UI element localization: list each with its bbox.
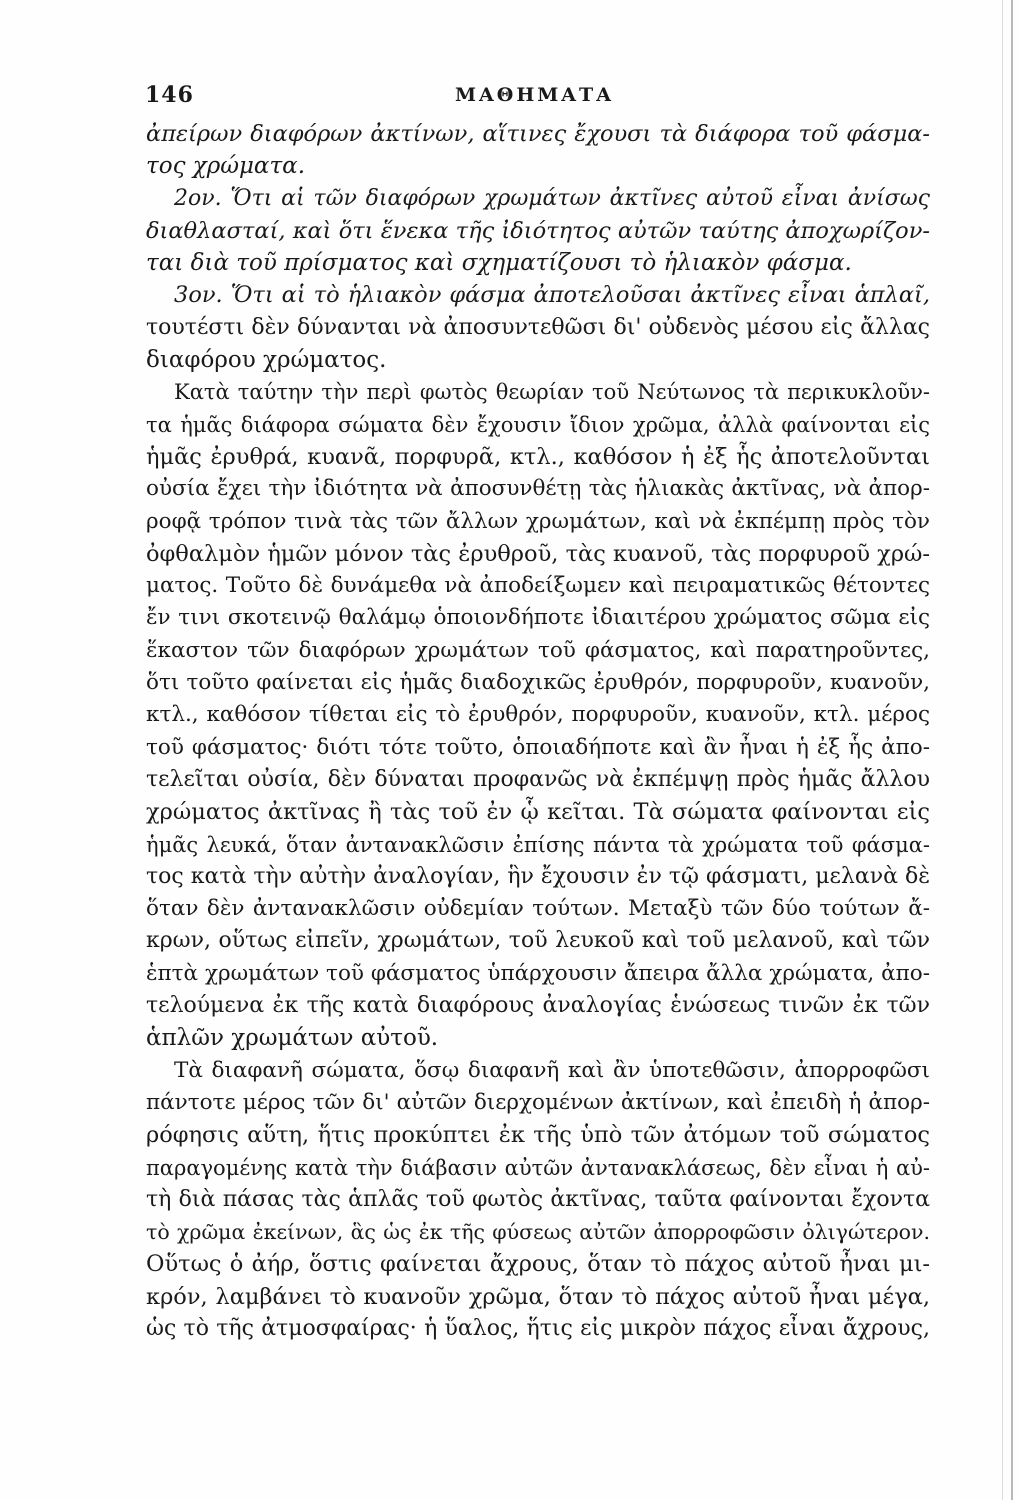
text-line: Τὰ διαφανῆ σώματα, ὅσῳ διαφανῆ καὶ ἂν ὑποτεθῶσιν, ἀπορροφῶσι — [174, 1057, 930, 1083]
text-line: 2ον. Ὅτι αἱ τῶν διαφόρων χρωμάτων ἀκτῖνες αὐτοῦ εἶναι ἀνίσως — [174, 185, 930, 211]
text-line: ἔν τινι σκοτεινῷ θαλάμῳ ὁποιονδήποτε ἰδιαιτέρου χρώματος σῶμα εἰς — [146, 605, 930, 631]
page-edge-shadow — [1002, 0, 1003, 1500]
text-line: ὀφθαλμὸν ἡμῶν μόνον τὰς ἐρυθροῦ, τὰς κυανοῦ, τὰς πορφυροῦ χρώ- — [146, 540, 930, 567]
text-line: τοῦ φάσματος· διότι τότε τοῦτο, ὁποιαδήποτε καὶ ἂν ἦναι ἡ ἐξ ἧς ἀπο- — [146, 734, 930, 760]
text-line: ἕκαστον τῶν διαφόρων χρωμάτων τοῦ φάσματος, καὶ παρατηροῦντες, — [146, 637, 930, 663]
body-text — [146, 118, 930, 1345]
text-line: ματος. Τοῦτο δὲ δυνάμεθα νὰ ἀποδείξωμεν καὶ πειραματικῶς θέτοντες — [146, 573, 930, 599]
text-line: κρων, οὕτως εἰπεῖν, χρωμάτων, τοῦ λευκοῦ καὶ τοῦ μελανοῦ, καὶ τῶν — [146, 928, 930, 954]
text-line: πάντοτε μέρος τῶν δι' αὐτῶν διερχομένων ἀκτίνων, καὶ ἐπειδὴ ἡ ἀπορ- — [146, 1089, 930, 1115]
text-line: Κατὰ ταύτην τὴν περὶ φωτὸς θεωρίαν τοῦ Νεύτωνος τὰ περικυκλοῦν- — [174, 380, 930, 405]
text-line: ρόφησις αὕτη, ἥτις προκύπτει ἐκ τῆς ὑπὸ τῶν ἀτόμων τοῦ σώματος — [146, 1122, 930, 1149]
text-line: τελούμενα ἐκ τῆς κατὰ διαφόρους ἀναλογίας ἑνώσεως τινῶν ἐκ τῶν — [146, 993, 930, 1019]
text-line: ὡς τὸ τῆς ἀτμοσφαίρας· ἡ ὕαλος, ἥτις εἰς μικρὸν πάχος εἶναι ἄχρους, — [146, 1315, 930, 1341]
text-line: κρόν, λαμβάνει τὸ κυανοῦν χρῶμα, ὅταν τὸ πάχος αὐτοῦ ἦναι μέγα, — [146, 1283, 930, 1310]
page-edge — [1011, 0, 1013, 1500]
text-line: ροφᾷ τρόπον τινὰ τὰς τῶν ἄλλων χρωμάτων, καὶ νὰ ἐκπέμπῃ πρὸς τὸν — [146, 508, 930, 534]
text-line: οὐσία ἔχει τὴν ἰδιότητα νὰ ἀποσυνθέτῃ τὰς ἡλιακὰς ἀκτῖνας, νὰ ἀπορ- — [146, 476, 930, 502]
text-line: κτλ., καθόσον τίθεται εἰς τὸ ἐρυθρόν, πορφυροῦν, κυανοῦν, κτλ. μέρος — [146, 702, 930, 728]
page-number: 146 — [145, 82, 194, 108]
text-line: ἡμᾶς ἐρυθρά, κυανᾶ, πορφυρᾶ, κτλ., καθόσον ἡ ἐξ ἧς ἀποτελοῦνται — [146, 443, 930, 470]
text-line: ἑπτὰ χρωμάτων τοῦ φάσματος ὑπάρχουσιν ἄπειρα ἄλλα χρώματα, ἀπο- — [146, 960, 930, 986]
text-line: 3ον. Ὅτι αἱ τὸ ἡλιακὸν φάσμα ἀποτελοῦσαι ἀκτῖνες εἶναι ἁπλαῖ, — [174, 282, 930, 309]
text-line: ὅτι τοῦτο φαίνεται εἰς ἡμᾶς διαδοχικῶς ἐρυθρόν, πορφυροῦν, κυανοῦν, — [146, 670, 930, 696]
text-line: τελεῖται οὐσία, δὲν δύναται προφανῶς νὰ ἐκπέμψῃ πρὸς ἡμᾶς ἄλλου — [146, 766, 930, 792]
text-line: τὸ χρῶμα ἐκείνων, ἃς ὡς ἐκ τῆς φύσεως αὐτῶν ἀπορροφῶσιν ὀλιγώτερον. — [146, 1220, 930, 1245]
text-line: τος κατὰ τὴν αὐτὴν ἀναλογίαν, ἣν ἔχουσιν ἐν τῷ φάσματι, μελανὰ δὲ — [146, 863, 930, 889]
text-line: ἡμᾶς λευκά, ὅταν ἀντανακλῶσιν ἐπίσης πάντα τὰ χρώματα τοῦ φάσμα- — [146, 832, 930, 857]
text-line: τος χρώματα. — [146, 153, 306, 180]
page-header — [145, 82, 945, 112]
text-line: Οὕτως ὁ ἀήρ, ὅστις φαίνεται ἄχρους, ὅταν τὸ πάχος αὐτοῦ ἦναι μι- — [146, 1251, 930, 1278]
text-line: παραγομένης κατὰ τὴν διάβασιν αὐτῶν ἀντανακλάσεως, δὲν εἶναι ἡ αὐ- — [146, 1155, 930, 1180]
text-line: τὴ διὰ πάσας τὰς ἁπλᾶς τοῦ φωτὸς ἀκτῖνας, ταῦτα φαίνονται ἔχοντα — [146, 1186, 930, 1212]
text-line: τα ἡμᾶς διάφορα σώματα δὲν ἔχουσιν ἴδιον χρῶμα, ἀλλὰ φαίνονται εἰς — [146, 412, 930, 437]
text-line: τουτέστι δὲν δύνανται νὰ ἀποσυντεθῶσι δι' οὐδενὸς μέσου εἰς ἄλλας — [146, 314, 930, 340]
text-line: ὅταν δὲν ἀντανακλῶσιν οὐδεμίαν τούτων. Μεταξὺ τῶν δύο τούτων ἄ- — [146, 896, 930, 922]
running-head: ΜΑΘΗΜΑΤΑ — [455, 84, 614, 106]
text-line: ἁπλῶν χρωμάτων αὐτοῦ. — [146, 1025, 439, 1052]
text-line: ἀπείρων διαφόρων ἀκτίνων, αἵτινες ἔχουσι τὰ διάφορα τοῦ φάσμα- — [146, 121, 930, 147]
text-line: διαφόρου χρώματος. — [146, 347, 387, 374]
text-line: ται διὰ τοῦ πρίσματος καὶ σχηματίζουσι τὸ ἡλιακὸν φάσμα. — [146, 250, 852, 277]
text-line: διαθλασταί, καὶ ὅτι ἕνεκα τῆς ἰδιότητος αὐτῶν ταύτης ἀποχωρίζον- — [146, 217, 930, 244]
text-line: χρώματος ἀκτῖνας ἢ τὰς τοῦ ἐν ᾧ κεῖται. Τὰ σώματα φαίνονται εἰς — [146, 799, 930, 826]
